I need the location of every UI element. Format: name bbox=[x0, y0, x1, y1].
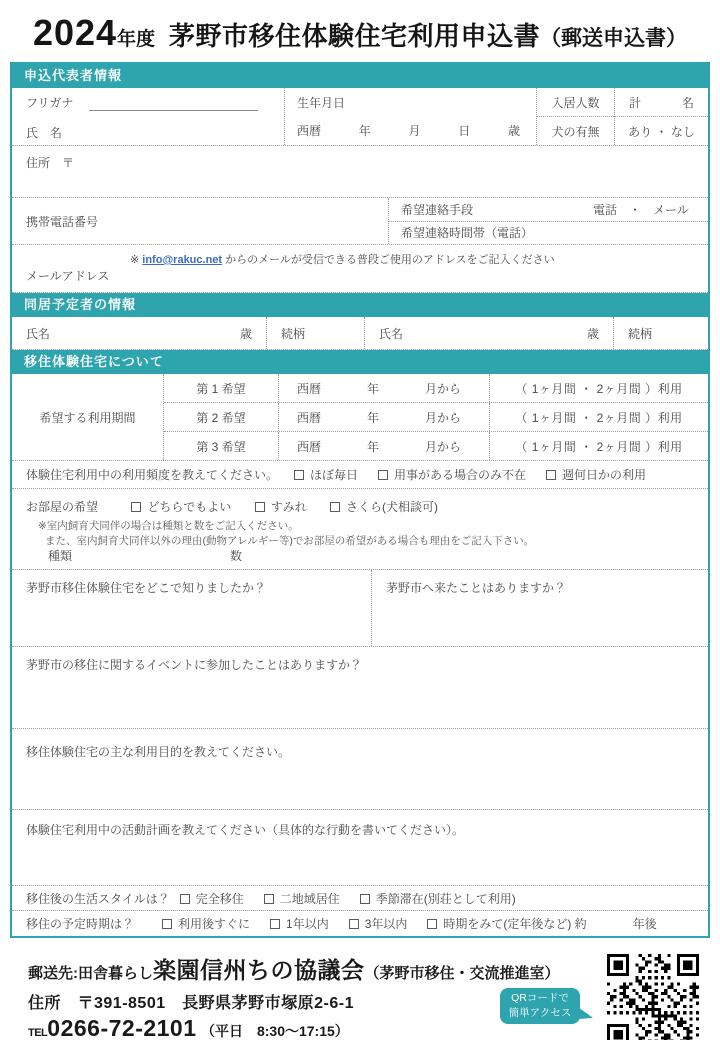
checkbox-icon[interactable] bbox=[546, 470, 556, 480]
cohabitants-row bbox=[12, 317, 708, 350]
email-label: メールアドレス bbox=[26, 269, 110, 283]
checkbox-icon[interactable] bbox=[162, 919, 172, 929]
tel-hours: （平日 8:30～17:15） bbox=[200, 1023, 349, 1039]
question-purpose-cell[interactable] bbox=[12, 729, 708, 810]
birthdate-label: 生年月日 bbox=[297, 96, 346, 110]
occupants-value-cell[interactable] bbox=[615, 88, 708, 117]
period-label: 希望する利用期間 bbox=[12, 374, 164, 460]
room-label: お部屋の希望 bbox=[26, 500, 99, 514]
phone-row bbox=[12, 198, 708, 245]
period-row-2 bbox=[164, 403, 708, 432]
period-table bbox=[12, 374, 708, 461]
period-rank-2: 第 2 希望 bbox=[164, 403, 279, 431]
era-label: 西暦 bbox=[297, 381, 322, 396]
checkbox-icon[interactable] bbox=[255, 502, 265, 512]
cohabitant1-relation-label: 続柄 bbox=[281, 326, 306, 341]
period-row-1 bbox=[164, 374, 708, 403]
cohabitant2-name-cell[interactable] bbox=[365, 317, 614, 349]
timing-question: 移住の予定時期は？ bbox=[26, 917, 135, 931]
period-date-cell-3[interactable] bbox=[279, 432, 490, 460]
qr-bubble-line2: 簡単アクセス bbox=[508, 1007, 572, 1019]
mailing-address: 住所 〒391-8501 長野県茅野市塚原2-6-1 bbox=[28, 995, 354, 1012]
dog-type-label: 種類 bbox=[48, 549, 73, 563]
room-option-label: さくら(犬相談可) bbox=[345, 500, 438, 514]
birth-day-label: 日 bbox=[458, 124, 471, 138]
dog-options: あり ・ なし bbox=[628, 124, 695, 139]
cohabitant1-age-label: 歳 bbox=[239, 326, 252, 341]
address-label: 住所 〒 bbox=[26, 156, 75, 170]
occupants-label: 入居人数 bbox=[551, 95, 600, 110]
period-rank-1: 第 1 希望 bbox=[164, 374, 279, 402]
mailing-destination bbox=[28, 952, 560, 985]
timing-option-label: 利用後すぐに bbox=[178, 917, 251, 931]
period-date-cell-1[interactable] bbox=[279, 374, 490, 402]
section-header-applicant: 申込代表者情報 bbox=[12, 64, 708, 88]
form-body bbox=[10, 62, 710, 938]
cohabitant2-relation-cell[interactable] bbox=[614, 317, 708, 349]
checkbox-icon[interactable] bbox=[360, 894, 370, 904]
page-title bbox=[0, 12, 720, 54]
labels-small-col bbox=[537, 88, 615, 145]
sendto-prefix: 郵送先:田舎暮らし bbox=[28, 965, 153, 982]
contact-method-label: 希望連絡手段 bbox=[401, 202, 474, 217]
frequency-row bbox=[12, 461, 708, 489]
question-visited-cell[interactable] bbox=[372, 570, 708, 646]
checkbox-icon[interactable] bbox=[264, 894, 274, 904]
birth-age-label: 歳 bbox=[507, 124, 520, 138]
lifestyle-question: 移住後の生活スタイルは？ bbox=[26, 891, 170, 906]
checkbox-icon[interactable] bbox=[427, 919, 437, 929]
birth-month-label: 月 bbox=[408, 124, 421, 138]
checkbox-icon[interactable] bbox=[131, 502, 141, 512]
period-duration-2[interactable]: （ 1ヶ月間 ・ 2ヶ月間 ）利用 bbox=[515, 410, 683, 425]
room-note-1: ※室内飼育犬同伴の場合は種類と数をご記入ください。 bbox=[38, 520, 299, 532]
section-header-housing: 移住体験住宅について bbox=[12, 350, 708, 374]
checkbox-icon[interactable] bbox=[294, 470, 304, 480]
lifestyle-option-label: 二地域居住 bbox=[279, 891, 340, 906]
timing-row bbox=[12, 911, 708, 936]
era-label: 西暦 bbox=[297, 410, 322, 425]
year-label: 年 bbox=[366, 410, 379, 425]
cohabitant2-age-label: 歳 bbox=[586, 326, 599, 341]
qr-code-image bbox=[607, 954, 699, 1040]
lifestyle-option-label: 完全移住 bbox=[195, 891, 244, 906]
dog-label: 犬の有無 bbox=[551, 124, 600, 139]
frequency-option-label: 週何日かの利用 bbox=[562, 468, 647, 482]
frequency-question: 体験住宅利用中の利用頻度を教えてください。 bbox=[26, 468, 279, 482]
room-preference-row bbox=[12, 489, 708, 570]
month-label: 月から bbox=[424, 381, 461, 396]
checkbox-icon[interactable] bbox=[330, 502, 340, 512]
birth-year-label: 年 bbox=[358, 124, 371, 138]
section-header-cohabitants: 同居予定者の情報 bbox=[12, 293, 708, 317]
period-rank-3: 第 3 希望 bbox=[164, 432, 279, 460]
cohabitant2-relation-label: 続柄 bbox=[628, 326, 653, 341]
checkbox-icon[interactable] bbox=[270, 919, 280, 929]
dog-options-cell[interactable] bbox=[615, 117, 708, 145]
question-plan-cell[interactable] bbox=[12, 810, 708, 886]
timing-option-label: 1年以内 bbox=[286, 917, 329, 931]
question-where-cell[interactable] bbox=[12, 570, 372, 646]
furigana-label: フリガナ bbox=[26, 96, 74, 110]
name-cell bbox=[12, 88, 285, 145]
lifestyle-row bbox=[12, 886, 708, 911]
title-main: 茅野市移住体験住宅利用申込書 bbox=[169, 21, 541, 51]
checkbox-icon[interactable] bbox=[180, 894, 190, 904]
email-note-prefix: ※ bbox=[130, 254, 143, 266]
phone-label: 携帯電話番号 bbox=[26, 214, 99, 229]
room-option-label: すみれ bbox=[270, 500, 307, 514]
period-row-3 bbox=[164, 432, 708, 460]
frequency-option-label: ほぼ毎日 bbox=[310, 468, 359, 482]
era-label: 西暦 bbox=[297, 439, 322, 454]
timing-option-label: 3年以内 bbox=[364, 917, 408, 931]
contact-time-label: 希望連絡時間帯（電話） bbox=[401, 226, 534, 241]
qr-bubble-line1: QRコードで bbox=[511, 991, 569, 1004]
checkbox-icon[interactable] bbox=[378, 470, 388, 480]
room-notes bbox=[12, 515, 708, 549]
timing-suffix-label: 年後 bbox=[632, 917, 657, 931]
birth-era-label: 西暦 bbox=[297, 124, 322, 138]
room-option-label: どちらでもよい bbox=[147, 500, 232, 514]
qr-code-svg bbox=[607, 954, 699, 1040]
tel-number: 0266-72-2101 bbox=[47, 1015, 197, 1040]
title-year: 2024 bbox=[32, 12, 118, 53]
period-duration-3[interactable]: （ 1ヶ月間 ・ 2ヶ月間 ）利用 bbox=[515, 439, 683, 454]
contact-pref-col bbox=[389, 198, 708, 244]
month-label: 月から bbox=[424, 410, 461, 425]
occupants-unit-label: 名 bbox=[681, 95, 694, 110]
email-row[interactable] bbox=[12, 245, 708, 293]
year-label: 年 bbox=[366, 439, 379, 454]
occupants-total-label: 計 bbox=[629, 95, 642, 110]
dog-count-label: 数 bbox=[230, 549, 243, 563]
email-link[interactable]: info@rakuc.net bbox=[142, 254, 223, 266]
footer bbox=[28, 952, 560, 1040]
year-label: 年 bbox=[366, 381, 379, 396]
question-visited-label: 茅野市へ来たことはありますか？ bbox=[386, 581, 567, 595]
birthdate-cell[interactable] bbox=[285, 88, 537, 145]
title-sub: （郵送申込書） bbox=[540, 27, 688, 50]
question-purpose-label: 移住体験住宅の主な利用目的を教えてください。 bbox=[26, 745, 291, 759]
question-event-cell[interactable] bbox=[12, 647, 708, 729]
checkbox-icon[interactable] bbox=[349, 919, 359, 929]
period-duration-1[interactable]: （ 1ヶ月間 ・ 2ヶ月間 ）利用 bbox=[515, 381, 683, 396]
frequency-option-label: 用事がある場合のみ不在 bbox=[394, 468, 527, 482]
name-label: 氏 名 bbox=[26, 126, 63, 140]
furigana-input-line[interactable] bbox=[89, 97, 258, 111]
contact-method-cell[interactable] bbox=[389, 198, 708, 222]
contact-time-cell[interactable] bbox=[389, 222, 708, 245]
contact-method-options: 電話 ・ メール bbox=[593, 202, 689, 217]
cohabitant1-relation-cell[interactable] bbox=[267, 317, 365, 349]
sendto-suffix: （茅野市移住・交流推進室） bbox=[364, 965, 560, 982]
timing-option-label: 時期をみて(定年後など) 約 bbox=[443, 917, 587, 931]
phone-line bbox=[28, 1015, 560, 1040]
question-two-column-row bbox=[12, 570, 708, 647]
values-small-col bbox=[615, 88, 708, 145]
sendto-org: 楽園信州ちの協議会 bbox=[153, 957, 365, 983]
lifestyle-option-label: 季節滞在(別荘として利用) bbox=[375, 891, 516, 906]
cohabitant1-name-cell[interactable] bbox=[12, 317, 267, 349]
title-year-suffix: 年度 bbox=[117, 29, 156, 50]
question-where-label: 茅野市移住体験住宅をどこで知りましたか？ bbox=[26, 581, 267, 595]
question-event-label: 茅野市の移住に関するイベントに参加したことはありますか？ bbox=[26, 658, 363, 672]
email-note bbox=[130, 251, 555, 267]
cohabitant2-name-label: 氏名 bbox=[379, 326, 404, 341]
email-note-suffix: からのメールが受信できる普段ご使用のアドレスをご記入ください bbox=[222, 254, 555, 266]
qr-callout-bubble bbox=[500, 988, 580, 1024]
tel-label: TEL bbox=[28, 1027, 48, 1039]
cohabitant1-name-label: 氏名 bbox=[26, 326, 51, 341]
room-note-2: また、室内飼育犬同伴以外の理由(動物アレルギー等)でお部屋の希望がある場合も理由をご記入下さい。 bbox=[45, 535, 535, 548]
address-cell[interactable] bbox=[12, 146, 708, 198]
period-date-cell-2[interactable] bbox=[279, 403, 490, 431]
phone-cell[interactable] bbox=[12, 198, 389, 244]
question-plan-label: 体験住宅利用中の活動計画を教えてください（具体的な行動を書いてください）。 bbox=[26, 823, 465, 837]
month-label: 月から bbox=[424, 439, 461, 454]
applicant-top-row bbox=[12, 88, 708, 146]
